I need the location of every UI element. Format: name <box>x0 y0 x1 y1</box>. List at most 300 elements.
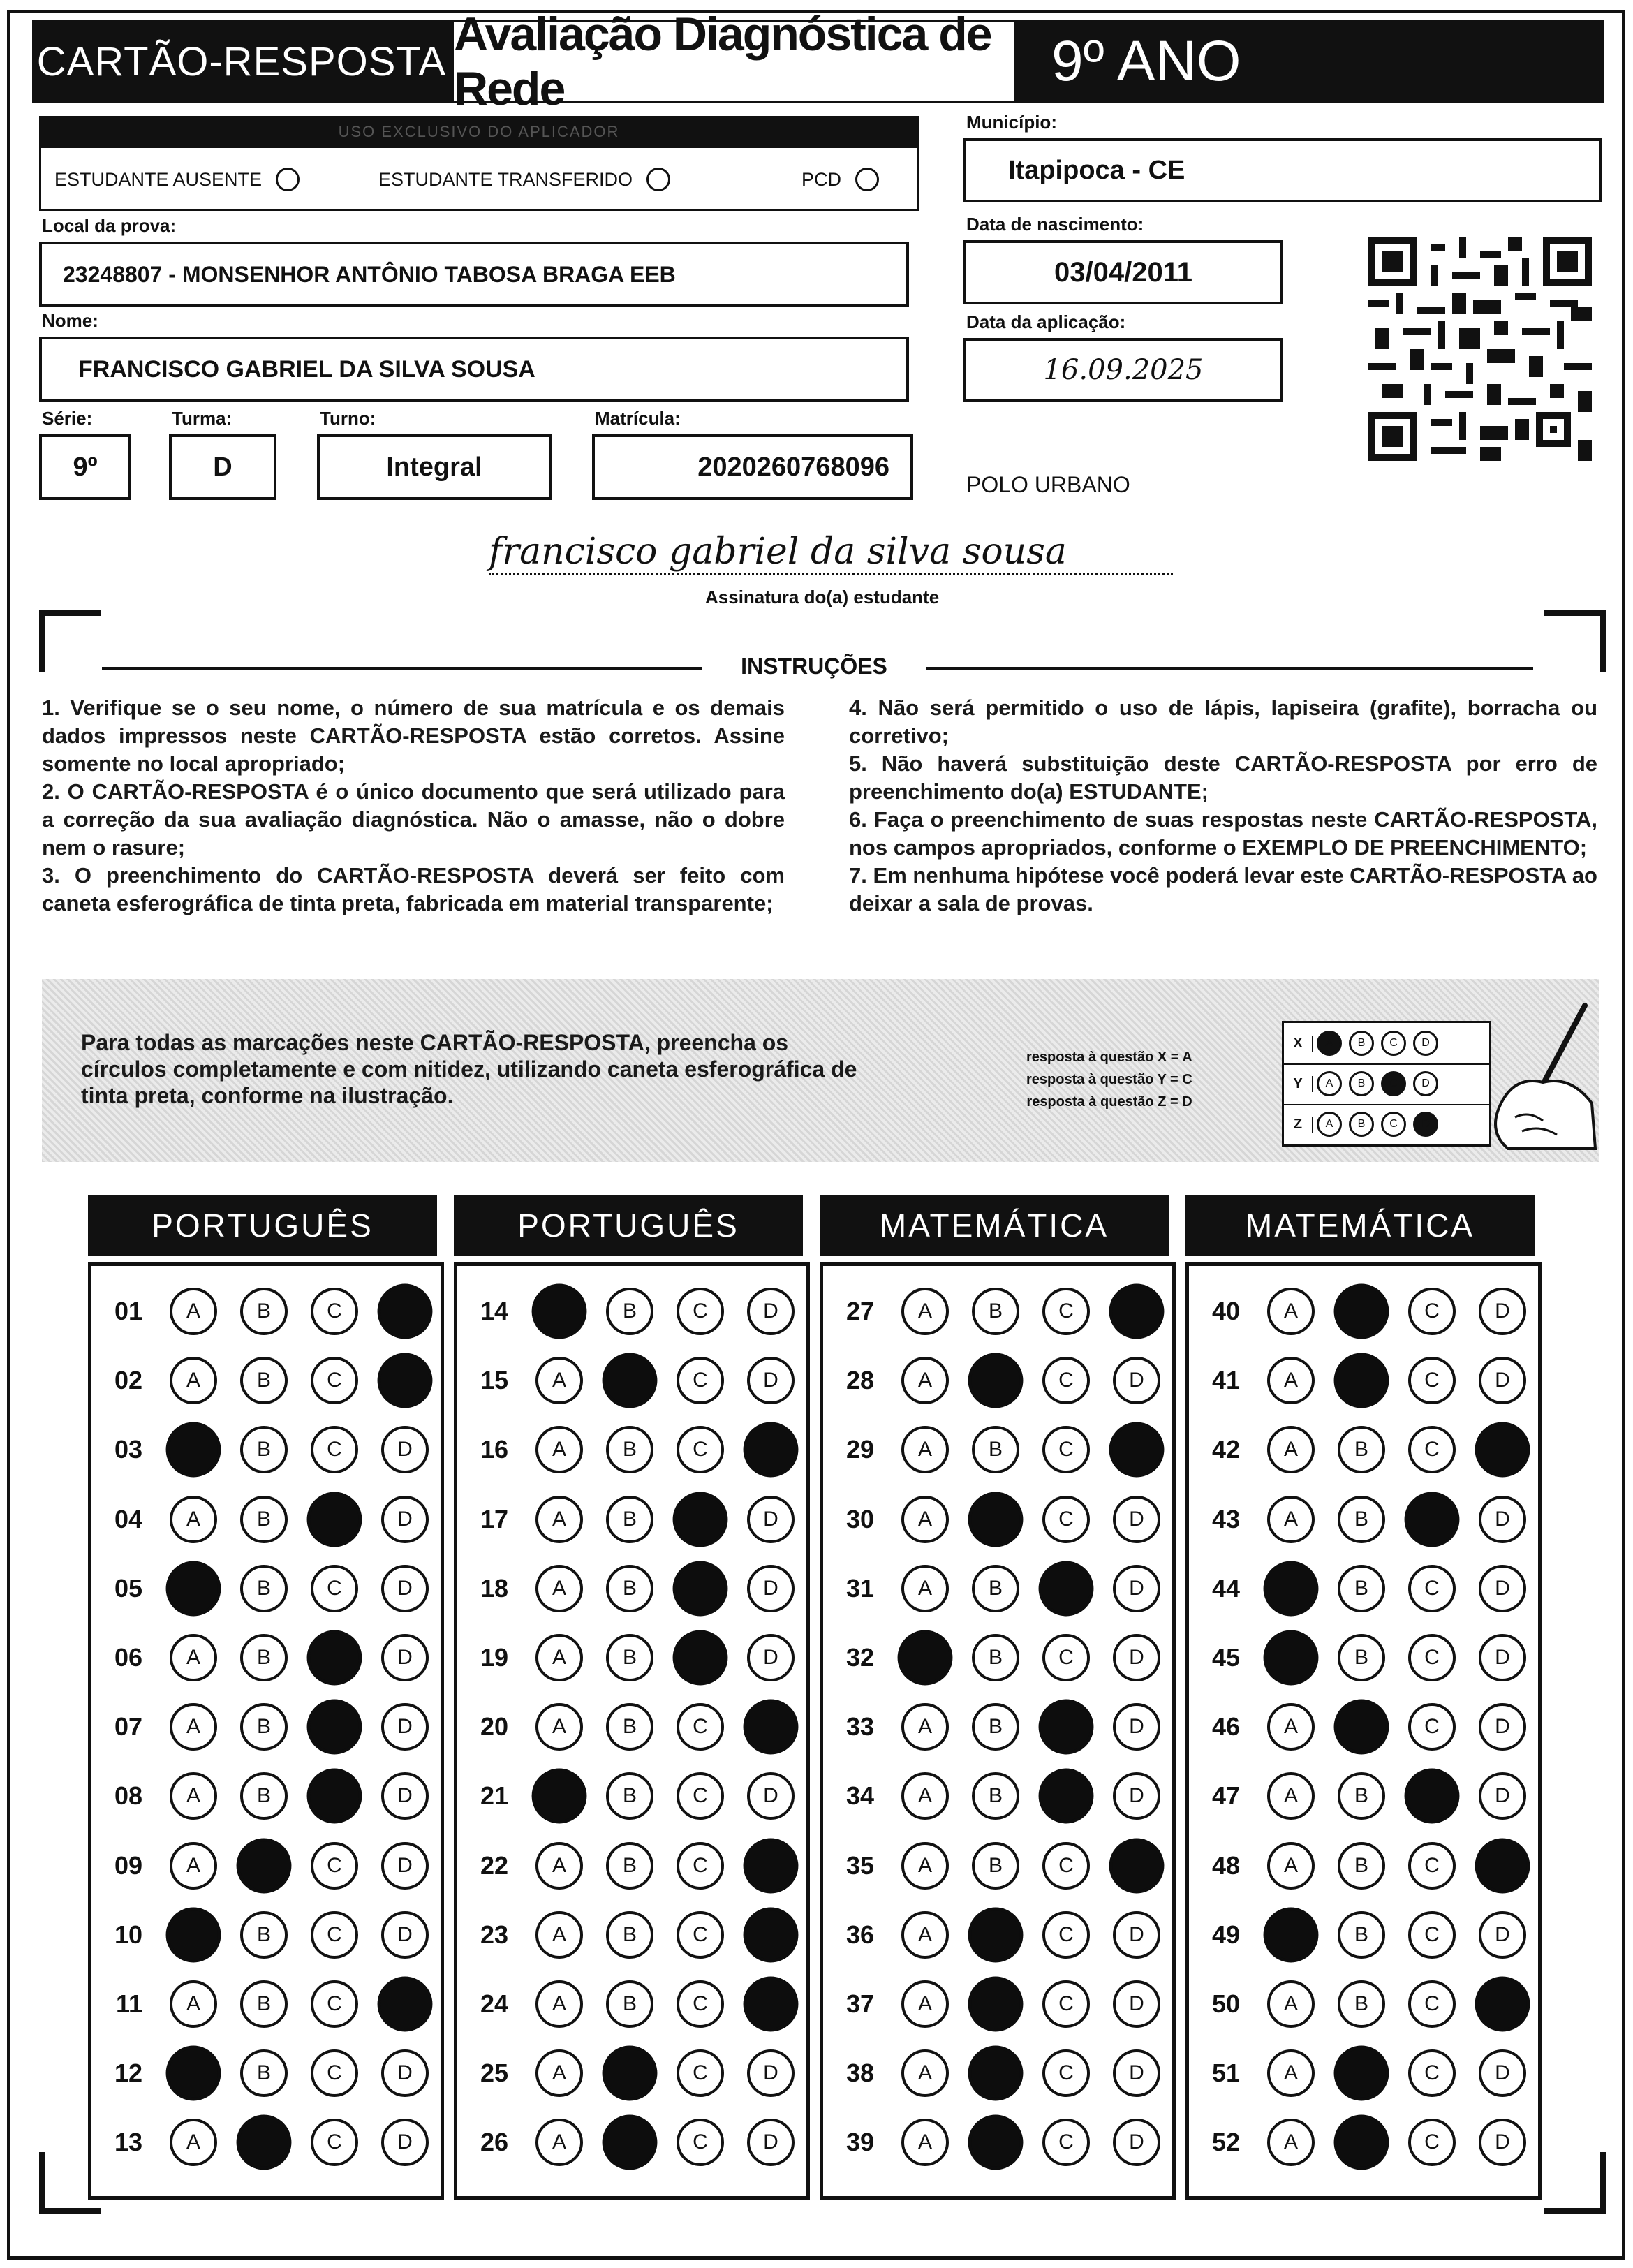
answer-bubble-d[interactable] <box>1475 1422 1530 1478</box>
answer-bubble-d[interactable]: D <box>1113 1634 1160 1681</box>
question-row <box>1198 1630 1526 1686</box>
answer-bubble-c[interactable] <box>673 1561 728 1616</box>
example-bubble: A <box>1317 1071 1342 1096</box>
answer-bubble-a[interactable]: A <box>901 2049 949 2097</box>
answer-bubble-d[interactable]: D <box>1479 1634 1526 1681</box>
answer-bubble-d[interactable]: D <box>747 1634 795 1681</box>
question-number: 37 <box>845 1989 874 2018</box>
question-row <box>466 1976 795 2032</box>
answer-bubble-a[interactable]: A <box>1267 1980 1315 2028</box>
answer-bubble-d[interactable] <box>744 1907 799 1962</box>
answer-bubble-b[interactable]: B <box>972 1703 1019 1751</box>
answer-bubble-d[interactable]: D <box>1113 2049 1160 2097</box>
answer-bubble-b[interactable]: B <box>972 1772 1019 1820</box>
answer-bubble-a[interactable]: A <box>901 1357 949 1404</box>
answer-bubble-a[interactable]: A <box>1267 1288 1315 1335</box>
answer-bubble-c[interactable]: C <box>677 1842 724 1890</box>
answer-bubble-c[interactable]: C <box>1408 2119 1456 2166</box>
answer-bubble-b[interactable]: B <box>972 1565 1019 1612</box>
answer-bubble-c[interactable] <box>307 1700 362 1755</box>
question-number: 50 <box>1211 1989 1240 2018</box>
subject-header: PORTUGUÊS <box>454 1195 803 1256</box>
question-row <box>832 1561 1160 1617</box>
instructions-rule-right <box>926 667 1533 670</box>
answer-bubble-d[interactable]: D <box>1113 1703 1160 1751</box>
answer-bubble-d[interactable]: D <box>381 1634 429 1681</box>
question-number: 13 <box>114 2128 142 2157</box>
answer-bubble-d[interactable]: D <box>1113 1565 1160 1612</box>
answer-bubble-b[interactable]: B <box>240 1772 288 1820</box>
answer-bubble-d[interactable]: D <box>381 1426 429 1473</box>
question-number: 44 <box>1211 1573 1240 1603</box>
answer-bubble-d[interactable]: D <box>1479 2049 1526 2097</box>
local-label: Local da prova: <box>42 215 177 236</box>
answer-bubble-b[interactable] <box>603 2115 658 2170</box>
example-bubble: C <box>1381 1112 1406 1137</box>
question-row <box>101 1838 429 1894</box>
answer-bubble-a[interactable]: A <box>535 2119 583 2166</box>
answer-bubble-b[interactable] <box>968 2046 1024 2101</box>
example-question-label: Y <box>1284 1076 1313 1092</box>
answer-bubble-a[interactable] <box>166 2046 221 2101</box>
answer-bubble-c[interactable]: C <box>1408 1911 1456 1959</box>
answer-bubble-b[interactable]: B <box>1338 1496 1385 1543</box>
answer-bubble-a[interactable]: A <box>170 1357 217 1404</box>
example-question-label: X <box>1284 1036 1313 1052</box>
answer-bubble-c[interactable] <box>673 1492 728 1547</box>
answer-bubble-d[interactable]: D <box>747 1357 795 1404</box>
answer-bubble-a[interactable]: A <box>901 1288 949 1335</box>
pen-hand-icon <box>1459 999 1599 1152</box>
question-row <box>1198 2045 1526 2101</box>
question-number: 45 <box>1211 1643 1240 1672</box>
question-row <box>466 1283 795 1339</box>
answer-bubble-c[interactable]: C <box>677 1357 724 1404</box>
answer-bubble-c[interactable] <box>1039 1561 1094 1616</box>
answer-bubble-a[interactable]: A <box>901 1426 949 1473</box>
local-field: 23248807 - MONSENHOR ANTÔNIO TABOSA BRAGA EEB <box>39 242 909 307</box>
answer-bubble-b[interactable]: B <box>240 1634 288 1681</box>
answer-bubble-b[interactable] <box>968 1353 1024 1408</box>
answer-bubble-c[interactable]: C <box>311 1980 358 2028</box>
answer-bubble-a[interactable]: A <box>535 2049 583 2097</box>
answer-bubble-c[interactable] <box>673 1630 728 1686</box>
question-number: 20 <box>480 1712 508 1742</box>
answer-bubble-d[interactable]: D <box>1113 1980 1160 2028</box>
question-row <box>466 2045 795 2101</box>
question-row <box>832 1492 1160 1547</box>
answer-bubble-d[interactable]: D <box>747 1772 795 1820</box>
answer-bubble-c[interactable]: C <box>1408 1565 1456 1612</box>
answer-bubble-a[interactable] <box>166 1907 221 1962</box>
answer-bubble-b[interactable] <box>968 2115 1024 2170</box>
answer-bubble-a[interactable] <box>898 1630 953 1686</box>
answer-bubble-c[interactable]: C <box>1408 1703 1456 1751</box>
question-number: 19 <box>480 1643 508 1672</box>
answer-bubble-b[interactable]: B <box>606 1565 653 1612</box>
answer-bubble-d[interactable]: D <box>1479 1703 1526 1751</box>
answer-bubble-c[interactable]: C <box>677 1426 724 1473</box>
subject-header: MATEMÁTICA <box>1185 1195 1535 1256</box>
answer-bubble-b[interactable]: B <box>972 1634 1019 1681</box>
header-exam-title: Avaliação Diagnóstica de Rede <box>451 20 1017 103</box>
answer-bubble-d[interactable]: D <box>1479 2119 1526 2166</box>
answer-bubble-c[interactable]: C <box>677 1980 724 2028</box>
answer-bubble-b[interactable] <box>1334 2115 1389 2170</box>
name-label: Nome: <box>42 310 98 331</box>
answer-bubble-d[interactable] <box>1109 1838 1165 1893</box>
answer-bubble-c[interactable]: C <box>1408 1426 1456 1473</box>
answer-bubble-a[interactable]: A <box>1267 1357 1315 1404</box>
answer-bubble-a[interactable]: A <box>901 2119 949 2166</box>
answer-bubble-d[interactable]: D <box>381 1911 429 1959</box>
answer-bubble-d[interactable]: D <box>1113 1357 1160 1404</box>
answer-bubble-b[interactable] <box>1334 1700 1389 1755</box>
answer-bubble-a[interactable]: A <box>535 1565 583 1612</box>
answer-bubble-b[interactable] <box>1334 1353 1389 1408</box>
answer-bubble-b[interactable]: B <box>972 1842 1019 1890</box>
answer-bubble-a[interactable]: A <box>170 1634 217 1681</box>
pcd-option[interactable] <box>801 168 879 191</box>
question-row <box>832 1976 1160 2032</box>
question-number: 38 <box>845 2059 874 2088</box>
answer-bubble-b[interactable]: B <box>240 1565 288 1612</box>
question-number: 12 <box>114 2059 142 2088</box>
answer-bubble-a[interactable]: A <box>170 1496 217 1543</box>
answer-bubble-d[interactable]: D <box>747 2049 795 2097</box>
answer-bubble-a[interactable]: A <box>901 1496 949 1543</box>
answer-bubble-c[interactable]: C <box>311 1357 358 1404</box>
answer-bubble-d[interactable]: D <box>747 1496 795 1543</box>
answer-bubble-b[interactable]: B <box>240 1496 288 1543</box>
answer-bubble-a[interactable]: A <box>901 1565 949 1612</box>
question-number: 27 <box>845 1297 874 1325</box>
answer-bubble-a[interactable]: A <box>535 1426 583 1473</box>
answer-bubble-c[interactable] <box>1405 1492 1460 1547</box>
example-bubble: C <box>1381 1071 1406 1096</box>
answer-bubble-a[interactable]: A <box>535 1980 583 2028</box>
answer-bubble-b[interactable]: B <box>606 1288 653 1335</box>
question-number: 30 <box>845 1504 874 1533</box>
answer-bubble-a[interactable]: A <box>535 1842 583 1890</box>
answer-bubble-c[interactable]: C <box>1042 2119 1090 2166</box>
instruction-3: 3. O preenchimento do CARTÃO-RESPOSTA deverá ser feito com caneta esferográfica de tinta preta, fabricada em material transparente; <box>42 863 785 915</box>
answer-bubble-b[interactable]: B <box>606 1703 653 1751</box>
question-row <box>832 1907 1160 1963</box>
question-row <box>1198 1561 1526 1617</box>
absent-radio[interactable] <box>276 168 300 191</box>
answer-bubble-c[interactable]: C <box>1042 1980 1090 2028</box>
answer-bubble-c[interactable]: C <box>1408 2049 1456 2097</box>
answer-bubble-a[interactable]: A <box>170 1842 217 1890</box>
answer-bubble-a[interactable]: A <box>1267 2119 1315 2166</box>
absent-option[interactable] <box>54 168 300 191</box>
answer-bubble-a[interactable]: A <box>170 1980 217 2028</box>
answer-bubble-c[interactable]: C <box>311 1565 358 1612</box>
answer-bubble-a[interactable]: A <box>535 1496 583 1543</box>
question-row <box>1198 1283 1526 1339</box>
transferred-radio[interactable] <box>646 168 670 191</box>
answer-bubble-c[interactable]: C <box>1042 1288 1090 1335</box>
question-number: 35 <box>845 1850 874 1880</box>
answer-bubble-b[interactable]: B <box>1338 1911 1385 1959</box>
answer-bubble-c[interactable]: C <box>311 1911 358 1959</box>
answer-bubble-b[interactable]: B <box>972 1288 1019 1335</box>
question-row <box>101 1976 429 2032</box>
question-row <box>101 1907 429 1963</box>
answer-bubble-b[interactable]: B <box>240 1288 288 1335</box>
answer-bubble-a[interactable] <box>532 1769 587 1824</box>
question-row <box>832 1353 1160 1408</box>
answer-bubble-a[interactable]: A <box>1267 2049 1315 2097</box>
answer-bubble-b[interactable]: B <box>606 1842 653 1890</box>
answer-bubble-c[interactable]: C <box>677 2119 724 2166</box>
answer-bubble-b[interactable]: B <box>1338 1842 1385 1890</box>
instructions-title: INSTRUÇÕES <box>741 654 887 679</box>
answer-bubble-c[interactable]: C <box>1042 1911 1090 1959</box>
answer-bubble-d[interactable]: D <box>747 2119 795 2166</box>
pcd-radio[interactable] <box>855 168 879 191</box>
answer-bubble-a[interactable]: A <box>170 2119 217 2166</box>
answer-bubble-d[interactable]: D <box>747 1288 795 1335</box>
answer-bubble-c[interactable]: C <box>1042 1634 1090 1681</box>
answer-bubble-a[interactable]: A <box>170 1772 217 1820</box>
question-row <box>466 1768 795 1824</box>
answer-bubble-a[interactable]: A <box>901 1772 949 1820</box>
answer-bubble-d[interactable]: D <box>381 2049 429 2097</box>
answer-bubble-b[interactable] <box>603 1353 658 1408</box>
question-row <box>832 1630 1160 1686</box>
answer-bubble-c[interactable]: C <box>677 1772 724 1820</box>
answer-bubble-b[interactable]: B <box>972 1426 1019 1473</box>
answer-bubble-d[interactable] <box>744 1700 799 1755</box>
answer-bubble-b[interactable]: B <box>240 1357 288 1404</box>
answer-bubble-d[interactable]: D <box>381 1496 429 1543</box>
answer-bubble-b[interactable]: B <box>1338 1772 1385 1820</box>
answer-bubble-c[interactable]: C <box>1408 1634 1456 1681</box>
answer-bubble-b[interactable]: B <box>1338 1980 1385 2028</box>
answer-bubble-b[interactable]: B <box>240 1980 288 2028</box>
answer-bubble-d[interactable] <box>1109 1422 1165 1478</box>
answer-bubble-c[interactable] <box>1405 1769 1460 1824</box>
answer-bubble-c[interactable]: C <box>677 1288 724 1335</box>
transferred-label: ESTUDANTE TRANSFERIDO <box>378 168 633 190</box>
answer-bubble-a[interactable] <box>166 1561 221 1616</box>
answer-bubble-a[interactable] <box>166 1422 221 1478</box>
answer-bubble-d[interactable] <box>744 1977 799 2032</box>
answer-bubble-a[interactable]: A <box>1267 1426 1315 1473</box>
answer-bubble-b[interactable] <box>237 2115 292 2170</box>
answer-bubble-a[interactable]: A <box>170 1703 217 1751</box>
answer-bubble-b[interactable]: B <box>240 1911 288 1959</box>
answer-bubble-d[interactable] <box>378 1977 433 2032</box>
answer-bubble-d[interactable]: D <box>1113 1496 1160 1543</box>
answer-bubble-a[interactable]: A <box>901 1980 949 2028</box>
answer-bubble-a[interactable] <box>532 1284 587 1339</box>
answer-bubble-b[interactable] <box>1334 2046 1389 2101</box>
example-bubble: D <box>1413 1031 1438 1056</box>
answer-bubble-c[interactable]: C <box>677 1911 724 1959</box>
question-number: 51 <box>1211 2059 1240 2088</box>
answer-bubble-b[interactable]: B <box>606 1911 653 1959</box>
answer-bubble-b[interactable]: B <box>606 1980 653 2028</box>
answer-bubble-d[interactable] <box>378 1284 433 1339</box>
answer-bubble-a[interactable] <box>1264 1907 1319 1962</box>
question-number: 41 <box>1211 1366 1240 1395</box>
question-row <box>101 1561 429 1617</box>
answer-bubble-d[interactable]: D <box>1479 1357 1526 1404</box>
answer-bubble-d[interactable]: D <box>381 2119 429 2166</box>
transferred-option[interactable] <box>378 168 670 191</box>
instructions-right <box>849 694 1597 918</box>
answer-bubble-b[interactable]: B <box>606 1496 653 1543</box>
answer-bubble-a[interactable]: A <box>535 1357 583 1404</box>
answer-bubble-c[interactable]: C <box>1408 1842 1456 1890</box>
answer-bubble-d[interactable] <box>378 1353 433 1408</box>
question-row <box>101 1630 429 1686</box>
question-number: 31 <box>845 1573 874 1603</box>
answer-bubble-c[interactable]: C <box>1408 1357 1456 1404</box>
answer-bubble-c[interactable]: C <box>677 2049 724 2097</box>
answer-bubble-a[interactable] <box>1264 1561 1319 1616</box>
question-number: 10 <box>114 1920 142 1949</box>
question-row <box>1198 1907 1526 1963</box>
answer-bubble-d[interactable]: D <box>381 1565 429 1612</box>
application-date-field: 16.09.2025 <box>963 338 1283 402</box>
answer-bubble-b[interactable]: B <box>240 2049 288 2097</box>
answer-bubble-b[interactable] <box>968 1907 1024 1962</box>
answer-bubble-a[interactable]: A <box>901 1842 949 1890</box>
answer-bubble-a[interactable]: A <box>901 1703 949 1751</box>
applicator-title: USO EXCLUSIVO DO APLICADOR <box>39 116 919 148</box>
example-bubble: A <box>1317 1031 1342 1056</box>
header-card-title: CARTÃO-RESPOSTA <box>36 38 447 84</box>
question-row <box>1198 1422 1526 1478</box>
answer-bubble-c[interactable]: C <box>1042 1426 1090 1473</box>
answer-bubble-d[interactable]: D <box>1479 1565 1526 1612</box>
question-number: 49 <box>1211 1920 1240 1949</box>
answer-bubble-d[interactable] <box>1475 1977 1530 2032</box>
answer-bubble-d[interactable]: D <box>1113 1772 1160 1820</box>
answer-bubble-b[interactable] <box>968 1492 1024 1547</box>
question-row <box>101 1283 429 1339</box>
answer-bubble-a[interactable]: A <box>901 1911 949 1959</box>
matricula-field: 2020260768096 <box>592 434 913 500</box>
answer-bubble-c[interactable] <box>1039 1769 1094 1824</box>
answer-bubble-b[interactable] <box>237 1838 292 1893</box>
answer-bubble-a[interactable]: A <box>170 1288 217 1335</box>
answer-bubble-a[interactable] <box>1264 1630 1319 1686</box>
turno-field: Integral <box>317 434 552 500</box>
answer-bubble-a[interactable]: A <box>535 1703 583 1751</box>
question-number: 40 <box>1211 1297 1240 1325</box>
question-number: 25 <box>480 2059 508 2088</box>
answer-bubble-d[interactable]: D <box>1479 1496 1526 1543</box>
answer-bubble-c[interactable]: C <box>311 1426 358 1473</box>
instructions-left <box>42 694 785 918</box>
answer-bubble-b[interactable]: B <box>606 1426 653 1473</box>
answer-bubble-c[interactable]: C <box>1042 1357 1090 1404</box>
answer-bubble-b[interactable]: B <box>240 1426 288 1473</box>
answer-bubble-b[interactable] <box>968 1977 1024 2032</box>
answer-bubble-d[interactable]: D <box>1479 1288 1526 1335</box>
answer-bubble-b[interactable]: B <box>1338 1426 1385 1473</box>
question-number: 48 <box>1211 1850 1240 1880</box>
pcd-label: PCD <box>801 168 842 190</box>
answer-bubble-d[interactable] <box>744 1838 799 1893</box>
answer-bubble-c[interactable]: C <box>1408 1980 1456 2028</box>
question-row <box>101 1353 429 1408</box>
answer-bubble-a[interactable]: A <box>1267 1496 1315 1543</box>
answer-bubble-c[interactable]: C <box>1042 2049 1090 2097</box>
answer-bubble-d[interactable]: D <box>1479 1911 1526 1959</box>
answer-bubble-c[interactable] <box>307 1769 362 1824</box>
answer-bubble-c[interactable]: C <box>311 1288 358 1335</box>
answer-bubble-c[interactable]: C <box>311 2119 358 2166</box>
birthdate-field: 03/04/2011 <box>963 240 1283 304</box>
absent-label: ESTUDANTE AUSENTE <box>54 168 263 190</box>
answer-bubble-d[interactable]: D <box>381 1703 429 1751</box>
answer-bubble-d[interactable]: D <box>1113 2119 1160 2166</box>
answer-bubble-b[interactable] <box>603 2046 658 2101</box>
answer-bubble-b[interactable]: B <box>1338 1634 1385 1681</box>
question-row <box>1198 1699 1526 1755</box>
answer-bubble-c[interactable]: C <box>1042 1496 1090 1543</box>
answer-bubble-d[interactable] <box>1109 1284 1165 1339</box>
answer-bubble-c[interactable]: C <box>1408 1288 1456 1335</box>
question-number: 15 <box>480 1366 508 1395</box>
answer-bubble-c[interactable]: C <box>677 1703 724 1751</box>
answer-bubble-b[interactable] <box>1334 1284 1389 1339</box>
answer-bubble-d[interactable]: D <box>1479 1772 1526 1820</box>
answer-bubble-b[interactable]: B <box>240 1703 288 1751</box>
question-number: 01 <box>114 1297 142 1325</box>
example-question-label: Z <box>1284 1117 1313 1133</box>
answer-bubble-a[interactable]: A <box>1267 1842 1315 1890</box>
answer-bubble-b[interactable]: B <box>606 1772 653 1820</box>
answer-bubble-a[interactable]: A <box>1267 1772 1315 1820</box>
question-number: 43 <box>1211 1504 1240 1533</box>
answer-bubble-c[interactable]: C <box>1042 1842 1090 1890</box>
answer-bubble-d[interactable]: D <box>381 1842 429 1890</box>
answer-bubble-c[interactable]: C <box>311 1842 358 1890</box>
answer-bubble-a[interactable]: A <box>1267 1703 1315 1751</box>
answer-bubble-d[interactable]: D <box>1113 1911 1160 1959</box>
question-row <box>466 1561 795 1617</box>
question-row <box>832 2045 1160 2101</box>
question-row <box>101 2114 429 2170</box>
corner-top-left <box>39 610 101 672</box>
answer-bubble-c[interactable] <box>307 1492 362 1547</box>
answer-bubble-a[interactable]: A <box>535 1634 583 1681</box>
example-bubble: B <box>1349 1071 1374 1096</box>
answer-bubble-a[interactable]: A <box>535 1911 583 1959</box>
question-number: 33 <box>845 1712 874 1742</box>
answer-bubble-c[interactable] <box>1039 1700 1094 1755</box>
answer-bubble-c[interactable]: C <box>311 2049 358 2097</box>
answer-bubble-b[interactable]: B <box>606 1634 653 1681</box>
matricula-label: Matrícula: <box>595 408 681 429</box>
turma-field: D <box>169 434 276 500</box>
answer-bubble-d[interactable]: D <box>747 1565 795 1612</box>
answer-bubble-c[interactable] <box>307 1630 362 1686</box>
answer-bubble-d[interactable] <box>744 1422 799 1478</box>
question-number: 16 <box>480 1435 508 1464</box>
question-row <box>1198 1492 1526 1547</box>
answer-bubble-d[interactable]: D <box>381 1772 429 1820</box>
answer-bubble-b[interactable]: B <box>1338 1565 1385 1612</box>
answer-bubble-d[interactable] <box>1475 1838 1530 1893</box>
